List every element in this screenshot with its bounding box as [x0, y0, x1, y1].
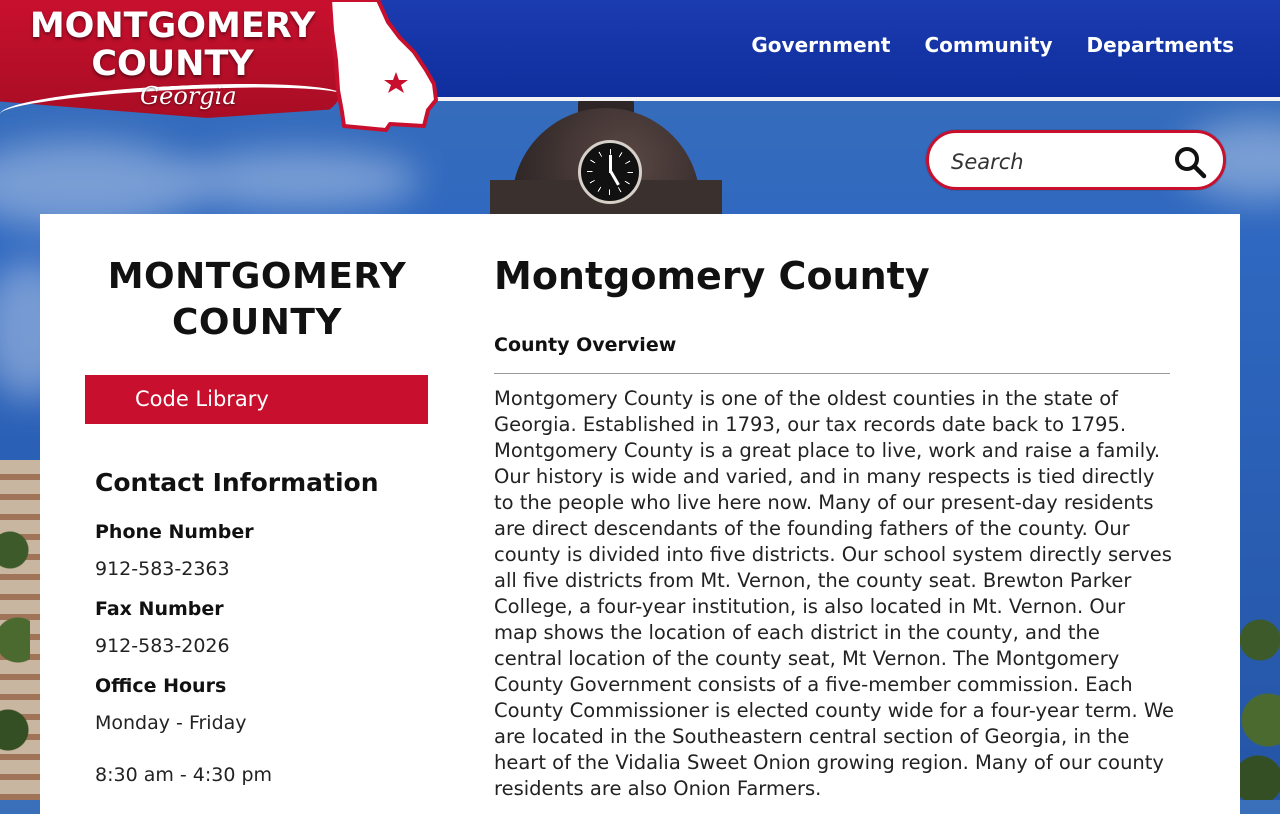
nav-government[interactable]: Government	[751, 33, 891, 57]
trees-right	[1238, 610, 1280, 800]
hours-time: 8:30 am - 4:30 pm	[95, 764, 273, 786]
search-input[interactable]	[949, 147, 1163, 177]
fax-value: 912-583-2026	[95, 635, 230, 657]
logo-text-line2: COUNTY	[91, 44, 254, 84]
phone-label: Phone Number	[95, 521, 254, 543]
fax-label: Fax Number	[95, 598, 224, 620]
sidebar-title: MONTGOMERY COUNTY	[107, 256, 407, 343]
nav-departments[interactable]: Departments	[1086, 33, 1234, 57]
logo-text-line1: MONTGOMERY	[29, 6, 316, 46]
main-nav	[751, 33, 1234, 57]
georgia-state-icon	[328, 0, 440, 132]
page-title: Montgomery County	[494, 254, 930, 298]
contact-heading: Contact Information	[95, 468, 379, 497]
section-heading: County Overview	[494, 334, 677, 356]
nav-community[interactable]: Community	[924, 33, 1053, 57]
site-logo[interactable]	[0, 0, 440, 134]
clock-tower	[490, 96, 722, 216]
logo-text-line3: Georgia	[140, 82, 237, 110]
clock-icon	[578, 140, 642, 204]
divider	[494, 373, 1170, 374]
overview-text: Montgomery County is one of the oldest counties in the state of Georgia. Established in 1793, our tax records date back to 1795. Montgomery County is a great place to live, work and raise a family. Our history is wide and varied, and in many respects is tied directly to the people who live here now. Many of our present-day residents are direct descendants of the founding fathers of the county. Our county is divided into five districts. Our school system directly serves all five districts from Mt. Vernon, the county seat. Brewton Parker College, a four-year institution, is also located in Mt. Vernon. Our map shows the location of each district in the county, and the central location of the county seat, Mt Vernon. The Montgomery County Government consists of a five-member commission. Each County Commissioner is elected county wide for a four-year term. We are located in the Southeastern central section of Georgia, in the heart of the Vidalia Sweet Onion growing region. Many of our county residents are also Onion Farmers.	[494, 387, 1174, 800]
cloud	[180, 150, 420, 210]
trees-left	[0, 510, 30, 800]
hours-label: Office Hours	[95, 675, 227, 697]
search-icon[interactable]	[1173, 145, 1207, 179]
search-box	[926, 130, 1226, 190]
code-library-button[interactable]: Code Library	[85, 375, 428, 424]
hours-days: Monday - Friday	[95, 712, 247, 734]
content-card	[40, 214, 1240, 814]
phone-value[interactable]: 912-583-2363	[95, 558, 230, 580]
